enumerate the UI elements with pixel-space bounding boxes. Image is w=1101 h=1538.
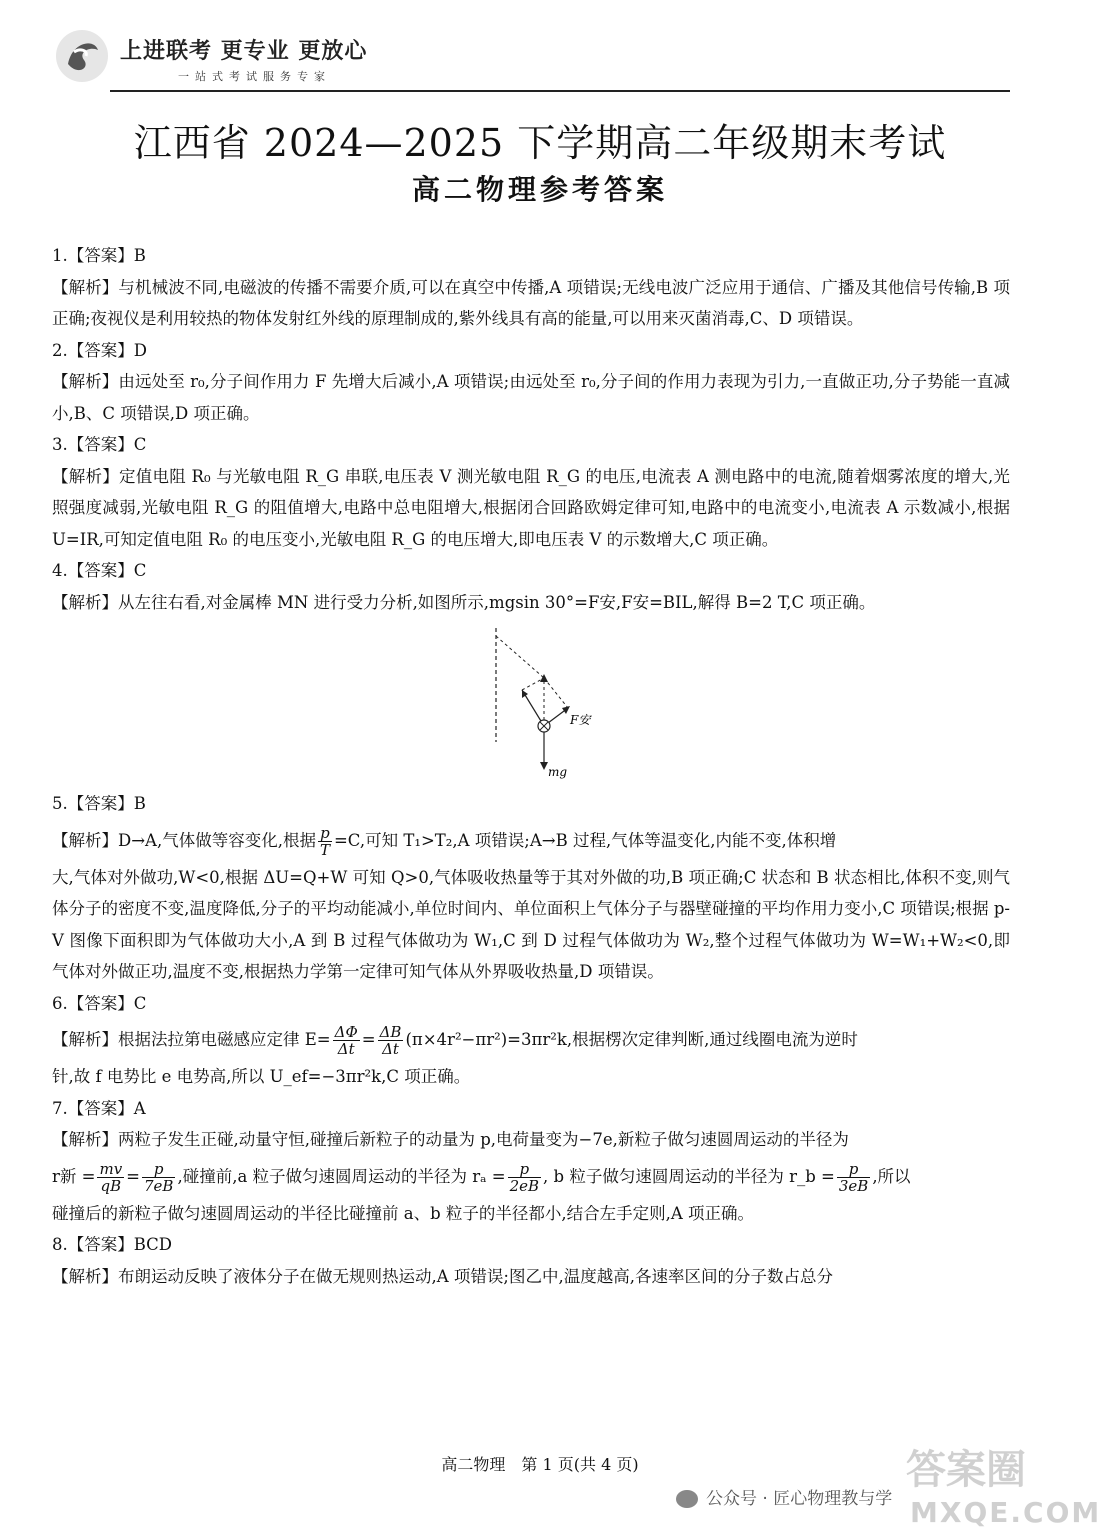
- analysis-text: =C,可知 T₁>T₂,A 项错误;A→B 过程,气体等温变化,内能不变,体积增: [333, 830, 837, 850]
- gravity-label: mg: [548, 765, 568, 779]
- header-divider: [110, 90, 1010, 92]
- numerator: p: [142, 1161, 175, 1178]
- answer-line: 1.【答案】B: [52, 246, 146, 265]
- force-diagram-svg: [482, 626, 642, 786]
- wechat-icon: [676, 1490, 698, 1508]
- question-2: [52, 335, 1010, 430]
- fraction: [333, 1024, 360, 1057]
- normal-arrow-head: [522, 690, 528, 698]
- numerator: ΔΦ: [334, 1023, 358, 1041]
- analysis-formula-line: [52, 1156, 1010, 1198]
- fraction: [97, 1161, 124, 1194]
- question-5: [52, 788, 1010, 988]
- analysis-text: 针,故 f 电势比 e 电势高,所以 U_ef=−3πr²k,C 项正确。: [52, 1067, 471, 1086]
- ribbon-logo-icon: [54, 28, 110, 84]
- analysis-text: 【解析】D→A,气体做等容变化,根据: [52, 830, 316, 850]
- page-header: [50, 28, 1010, 90]
- brand-tagline: 一站式考试服务专家: [178, 70, 331, 83]
- answer-key-title: 高二物理参考答案: [411, 173, 668, 206]
- watermark-url: MXQE.COM: [910, 1496, 1101, 1529]
- answer-line: 8.【答案】BCD: [52, 1235, 173, 1254]
- brand-slogan: 上进联考 更专业 更放心: [120, 39, 368, 64]
- analysis-text: ,所以: [872, 1166, 911, 1186]
- question-8: [52, 1229, 1010, 1292]
- answer-line: 4.【答案】C: [52, 561, 147, 580]
- dashed-support: [496, 636, 544, 678]
- answer-line: 6.【答案】C: [52, 993, 147, 1013]
- question-1: [52, 240, 1010, 335]
- watermark-text: 答案圈: [906, 1447, 1026, 1493]
- analysis-text: 大,气体对外做功,W<0,根据 ΔU=Q+W 可知 Q>0,气体吸收热量等于其对外做的功,B 项正确;C 状态和 B 状态相比,体积不变,则气体分子的密度不变,温度降低,分子的平均动能减小,单位时间内、单位面积上气体分子与器壁碰撞的平均作用力变小,C 项错误;根据 p-V 图像下面积即为气体做功大小,A 到 B 过程气体做功为 W₁,C 到 D 过程气体做功为 W₂,整个过程气体做功为 W=W₁+W₂<0,即气体对外做正功,温度不变,根据热力学第一定律可知气体从外界吸收热量,D 项错误。: [52, 867, 1010, 981]
- numerator: p: [508, 1161, 541, 1178]
- exam-title: 江西省 2024—2025 下学期高二年级期末考试: [133, 121, 947, 165]
- answer-line: 7.【答案】A: [52, 1098, 146, 1118]
- parallelogram-edge: [522, 678, 544, 690]
- numerator: p: [318, 825, 332, 842]
- denominator: qB: [100, 1176, 122, 1195]
- denominator: 3eB: [838, 1176, 869, 1195]
- analysis-formula-line: [52, 1019, 1010, 1061]
- wechat-account: [676, 1484, 892, 1509]
- analysis-text: ,碰撞前,a 粒子做匀速圆周运动的半径为 rₐ =: [177, 1166, 506, 1186]
- analysis-text: 【解析】从左往右看,对金属棒 MN 进行受力分析,如图所示,mgsin 30°=F安,F安=BIL,解得 B=2 T,C 项正确。: [52, 592, 876, 612]
- analysis-text: 碰撞后的新粒子做匀速圆周运动的半径比碰撞前 a、b 粒子的半径都小,结合左手定则,A 项正确。: [52, 1203, 755, 1223]
- numerator: mv: [99, 1159, 123, 1178]
- question-3: [52, 429, 1010, 555]
- analysis-formula-line: [52, 820, 1010, 862]
- denominator: Δt: [382, 1040, 399, 1058]
- question-6: [52, 988, 1010, 1093]
- fraction: [837, 1161, 870, 1194]
- answer-line: 2.【答案】D: [52, 340, 147, 360]
- question-7: [52, 1093, 1010, 1230]
- analysis-text: 【解析】两粒子发生正碰,动量守恒,碰撞后新粒子的动量为 p,电荷量变为−7e,新粒子做匀速圆周运动的半径为: [52, 1130, 849, 1149]
- fraction: [508, 1161, 541, 1194]
- force-label: F安: [570, 713, 591, 727]
- analysis-text: 【解析】定值电阻 R₀ 与光敏电阻 R_G 串联,电压表 V 测光敏电阻 R_G 的电压,电流表 A 测电路中的电流,随着烟雾浓度的增大,光照强度减弱,光敏电阻 R_G 的阻值增大,电路中总电阻增大,根据闭合回路欧姆定律可知,电路中的电流变小,电流表 A 示数减小,根据 U=IR,可知定值电阻 R₀ 的电压变小,光敏电阻 R_G 的电压增大,即电压表 V 的示数增大,C 项正确。: [52, 466, 1010, 549]
- numerator: p: [837, 1161, 870, 1178]
- denominator: 2eB: [509, 1176, 540, 1195]
- analysis-text: , b 粒子做匀速圆周运动的半径为 r_b =: [543, 1166, 835, 1186]
- fraction: [378, 1024, 404, 1057]
- analysis-text: (π×4r²−πr²)=3πr²k,根据楞次定律判断,通过线圈电流为逆时: [405, 1030, 858, 1049]
- equals-sign: =: [361, 1030, 376, 1049]
- site-watermark: [898, 1438, 1101, 1534]
- radius-symbol: r新 =: [52, 1166, 96, 1186]
- analysis-text: 【解析】与机械波不同,电磁波的传播不需要介质,可以在真空中传播,A 项错误;无线电波广泛应用于通信、广播及其他信号传输,B 项正确;夜视仪是利用较热的物体发射红外线的原理制成的,紫外线具有高的能量,可以用来灭菌消毒,C、D 项错误。: [52, 277, 1010, 328]
- answer-line: 3.【答案】C: [52, 435, 147, 454]
- denominator: Δt: [337, 1040, 355, 1058]
- denominator: 7eB: [144, 1176, 174, 1195]
- analysis-text: 【解析】根据法拉第电磁感应定律 E=: [52, 1030, 331, 1049]
- answer-line: 5.【答案】B: [52, 794, 146, 813]
- numerator: ΔB: [379, 1023, 402, 1041]
- equals-sign: =: [126, 1166, 140, 1186]
- parallelogram-edge: [544, 678, 568, 708]
- answer-content: [52, 240, 1010, 1292]
- question-4: [52, 555, 1010, 788]
- ampere-arrow-head: [562, 706, 570, 714]
- denominator: T: [319, 840, 330, 859]
- fraction: [142, 1161, 175, 1194]
- analysis-text: 【解析】由远处至 r₀,分子间作用力 F 先增大后减小,A 项错误;由远处至 r₀,分子间的作用力表现为引力,一直做正功,分子势能一直减小,B、C 项错误,D 项正确。: [52, 372, 1010, 423]
- force-diagram: [52, 618, 1010, 788]
- gravity-arrow-head: [540, 762, 548, 770]
- wechat-label: 公众号 · 匠心物理教与学: [706, 1489, 893, 1509]
- page-footer: 高二物理 第 1 页(共 4 页): [441, 1455, 639, 1474]
- fraction: [318, 825, 332, 858]
- analysis-text: 【解析】布朗运动反映了液体分子在做无规则热运动,A 项错误;图乙中,温度越高,各速率区间的分子数占总分: [52, 1266, 833, 1286]
